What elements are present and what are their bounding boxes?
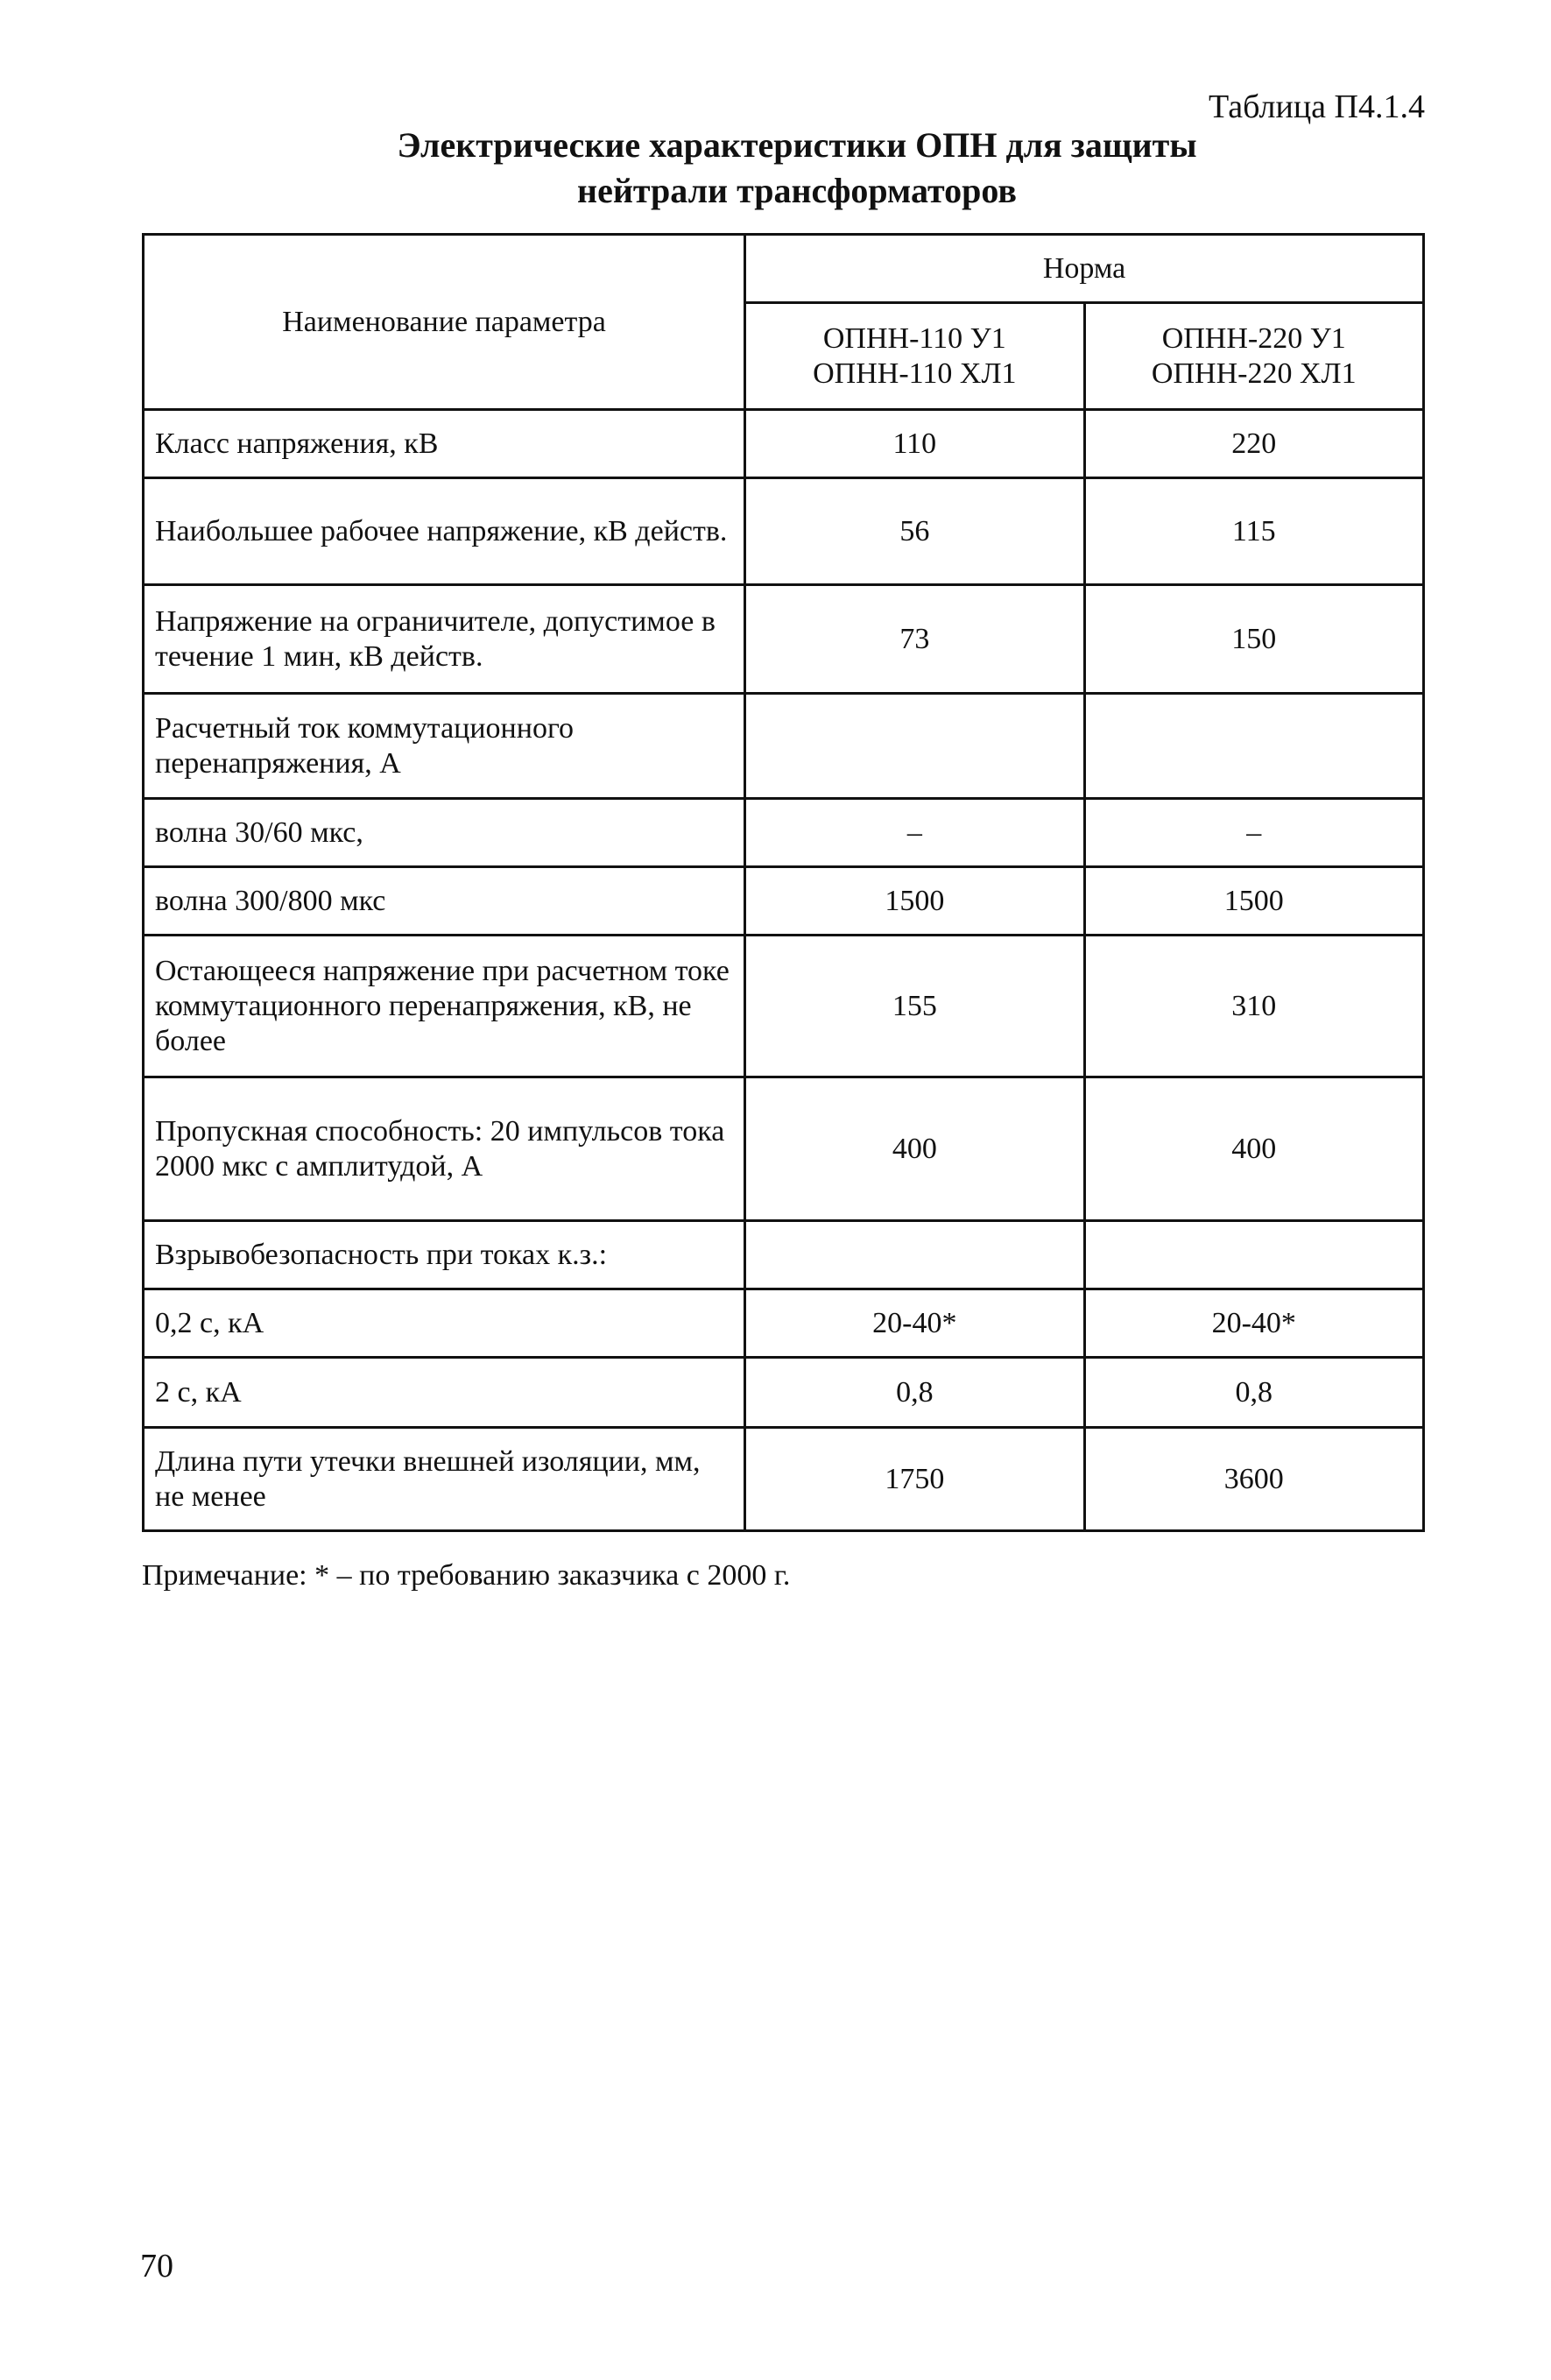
row-value-1: 155 <box>745 936 1084 1077</box>
header-model-2-line-1: ОПНН-220 У1 <box>1161 321 1346 355</box>
row-value-1: 73 <box>745 585 1084 694</box>
header-model-2 <box>1084 303 1424 410</box>
table-row <box>144 936 1424 1077</box>
row-value-1: 110 <box>745 410 1084 478</box>
row-value-1 <box>745 694 1084 799</box>
table-row <box>144 478 1424 585</box>
row-value-2 <box>1084 1221 1424 1289</box>
table-note: Примечание: * – по требованию заказчика с 2000 г. <box>142 1559 791 1592</box>
specs-table <box>142 233 1425 1532</box>
table-row <box>144 799 1424 867</box>
header-model-1 <box>745 303 1084 410</box>
header-param: Наименование параметра <box>144 235 745 410</box>
row-name: Взрывобезопасность при токах к.з.: <box>144 1221 745 1289</box>
row-value-2: 0,8 <box>1084 1358 1424 1428</box>
title-line-2: нейтрали трансформаторов <box>577 171 1017 210</box>
table-title <box>140 123 1454 214</box>
row-value-2: 310 <box>1084 936 1424 1077</box>
row-name: Класс напряжения, кВ <box>144 410 745 478</box>
row-name: волна 30/60 мкс, <box>144 799 745 867</box>
row-name: Остающееся напряжение при расчетном токе коммутационного перенапряжения, кВ, не более <box>144 936 745 1077</box>
row-name: Напряжение на ограничителе, допустимое в течение 1 мин, кВ действ. <box>144 585 745 694</box>
row-name: Наибольшее рабочее напряжение, кВ действ. <box>144 478 745 585</box>
row-value-1: 1750 <box>745 1428 1084 1531</box>
table-row <box>144 867 1424 936</box>
row-value-1: 400 <box>745 1077 1084 1221</box>
row-name: Расчетный ток коммутационного перенапряжения, А <box>144 694 745 799</box>
row-value-1: – <box>745 799 1084 867</box>
table-row <box>144 694 1424 799</box>
row-value-2: 150 <box>1084 585 1424 694</box>
table-row <box>144 1428 1424 1531</box>
row-value-2: 220 <box>1084 410 1424 478</box>
row-value-1: 20-40* <box>745 1289 1084 1358</box>
title-line-1: Электрические характеристики ОПН для защиты <box>397 125 1197 165</box>
header-model-1-line-2: ОПНН-110 ХЛ1 <box>813 357 1017 390</box>
row-name: 0,2 с, кА <box>144 1289 745 1358</box>
row-value-1 <box>745 1221 1084 1289</box>
row-value-1: 0,8 <box>745 1358 1084 1428</box>
table-label: Таблица П4.1.4 <box>1209 88 1425 125</box>
row-name: Пропускная способность: 20 импульсов тока 2000 мкс с амплитудой, А <box>144 1077 745 1221</box>
table-row <box>144 1289 1424 1358</box>
row-value-2: 115 <box>1084 478 1424 585</box>
page-number: 70 <box>140 2248 173 2285</box>
row-name: 2 с, кА <box>144 1358 745 1428</box>
row-name: Длина пути утечки внешней изоляции, мм, не менее <box>144 1428 745 1531</box>
row-value-2 <box>1084 694 1424 799</box>
table-row <box>144 1077 1424 1221</box>
header-model-2-line-2: ОПНН-220 ХЛ1 <box>1151 357 1357 390</box>
header-norm: Норма <box>745 235 1424 303</box>
row-value-2: – <box>1084 799 1424 867</box>
table-row <box>144 585 1424 694</box>
table-row <box>144 410 1424 478</box>
table-row <box>144 1221 1424 1289</box>
row-value-2: 400 <box>1084 1077 1424 1221</box>
row-value-2: 20-40* <box>1084 1289 1424 1358</box>
row-name: волна 300/800 мкс <box>144 867 745 936</box>
row-value-2: 3600 <box>1084 1428 1424 1531</box>
row-value-2: 1500 <box>1084 867 1424 936</box>
row-value-1: 56 <box>745 478 1084 585</box>
table-row <box>144 1358 1424 1428</box>
header-model-1-line-1: ОПНН-110 У1 <box>822 321 1006 355</box>
row-value-1: 1500 <box>745 867 1084 936</box>
